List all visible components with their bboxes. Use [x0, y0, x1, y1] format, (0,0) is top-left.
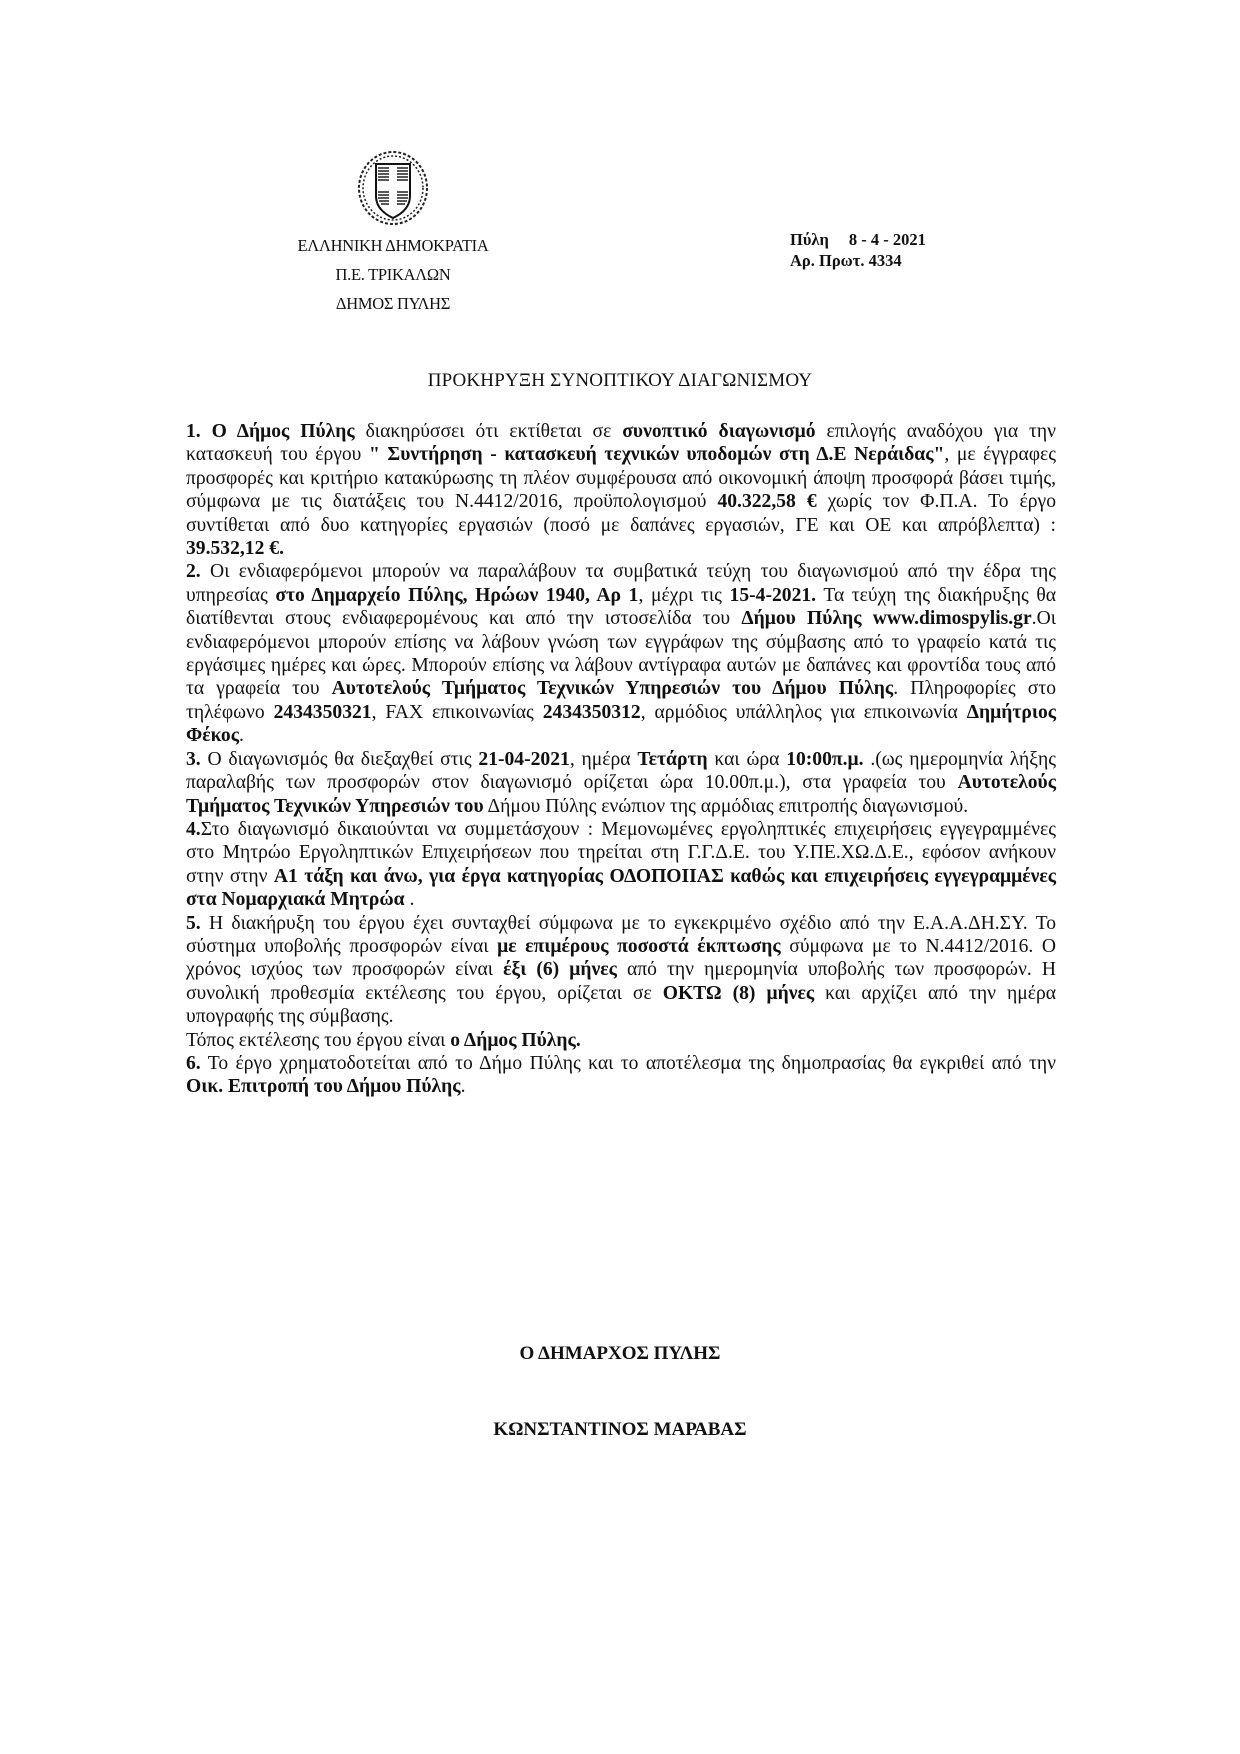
- date: 8 - 4 - 2021: [848, 230, 926, 249]
- signatory-name: ΚΩΝΣΤΑΝΤΙΝΟΣ ΜΑΡΑΒΑΣ: [493, 1419, 747, 1440]
- issuer-municipality: ΔΗΜΟΣ ΠΥΛΗΣ: [335, 294, 451, 313]
- text-run: . Πληροφορίες στο τηλέφωνο: [186, 678, 1056, 723]
- paragraph: [186, 818, 1056, 912]
- bold-run: 2.: [186, 561, 201, 583]
- bold-run: ΟΚΤΩ (8) μήνες: [662, 982, 815, 1004]
- paragraph: [186, 912, 1056, 1029]
- bold-run: Τετάρτη: [637, 748, 708, 770]
- bold-run: Αυτοτελούς Τμήματος Τεχνικών Υπηρεσιών του: [186, 772, 1056, 817]
- text-run: , αρμόδιος υπάλληλος για επικοινωνία: [640, 701, 967, 723]
- text-run: Στο διαγωνισμό δικαιούνται να συμμετάσχουν : Μεμονωμένες εργοληπτικές επιχειρήσεις εγγεγραμμένες στο Μητρώο Εργοληπτικών Επιχειρήσεων που τηρείται στη Γ.Γ.Δ.Ε. του Υ.ΠΕ.ΧΩ.Δ.Ε., εφόσον ανήκουν στην στην: [186, 818, 1056, 887]
- bold-run: 40.322,58 €: [717, 491, 817, 513]
- text-run: .: [404, 889, 415, 911]
- text-run: Τα τεύχη της διακήρυξης θα διατίθενται στους ενδιαφερομένους και από την ιστοσελίδα του: [186, 584, 1056, 630]
- text-run: .: [460, 1076, 466, 1098]
- issuer-region: Π.Ε. ΤΡΙΚΑΛΩΝ: [335, 265, 451, 284]
- bold-run: Α1 τάξη και άνω, για έργα κατηγορίας ΟΔΟΠΟΙΙΑΣ καθώς και επιχειρήσεις εγγεγραμμένες στα Νομαρχιακά Μητρώα: [186, 865, 1057, 911]
- text-run: Δήμου Πύλης ενώπιον της αρμόδιας επιτροπής διαγωνισμού.: [483, 795, 969, 817]
- signatory-role: Ο ΔΗΜΑΡΧΟΣ ΠΥΛΗΣ: [519, 1343, 721, 1364]
- text-run: Τόπος εκτέλεσης του έργου είναι: [186, 1029, 451, 1051]
- text-run: από την ημερομηνία υποβολής των προσφορών. Η συνολική προθεσμία εκτέλεσης του έργου, ορίζεται σε: [186, 959, 1056, 1004]
- bold-run: 15-4-2021.: [729, 584, 817, 606]
- paragraph: [186, 420, 1056, 560]
- bold-run: 2434350312: [542, 701, 641, 723]
- paragraph: [186, 560, 1056, 747]
- text-run: , ημέρα: [569, 748, 638, 770]
- text-run: .(ως ημερομηνία λήξης παραλαβής των προσφορών στον διαγωνισμό ορίζεται ώρα 10.00π.μ.), στα γραφεία του: [186, 748, 1057, 794]
- text-run: σύμφωνα με το Ν.4412/2016. Ο χρόνος ισχύος των προσφορών είναι: [186, 935, 1056, 981]
- text-run: Ο διαγωνισμός θα διεξαχθεί στις: [200, 748, 479, 770]
- bold-run: " Συντήρηση - κατασκευή τεχνικών υποδομών στη Δ.Ε Νεράιδας": [368, 444, 945, 466]
- text-run: .Οι ενδιαφερόμενοι μπορούν επίσης να λάβουν γνώση των εγγράφων της σύμβασης από το γραφείο κατά τις εργάσιμες ημέρες και ώρες. Μπορούν επίσης να λάβουν αντίγραφα αυτών με δαπάνες και φροντίδα τους από τα γραφεία του: [186, 608, 1056, 700]
- bold-run: με επιμέρους ποσοστά έκπτωσης: [497, 935, 781, 957]
- text-run: χωρίς τον Φ.Π.Α. Το έργο συντίθεται από δυο κατηγορίες εργασιών (ποσό με δαπάνες εργασιών, ΓΕ και ΟΕ και απρόβλεπτα) :: [186, 491, 1056, 536]
- bold-run: 4.: [186, 818, 201, 840]
- bold-run: συνοπτικό διαγωνισμό: [622, 421, 816, 442]
- text-run: και ώρα: [707, 748, 787, 770]
- text-run: , μέχρι τις: [638, 584, 730, 606]
- text-run: Το έργο χρηματοδοτείται από το Δήμο Πύλης και το αποτέλεσμα της δημοπρασίας θα εγκριθεί από την: [200, 1052, 1056, 1074]
- bold-run: 1. Ο Δήμος Πύλης: [186, 421, 355, 442]
- text-run: , FAX επικοινωνίας: [371, 701, 543, 723]
- bold-run: 10:00π.μ.: [786, 748, 864, 770]
- bold-run: 2434350321: [273, 701, 372, 723]
- bold-run: 5.: [186, 912, 201, 934]
- text-run: Η διακήρυξη του έργου έχει συνταχθεί σύμφωνα με το εγκεκριμένο σχέδιο από την Ε.Α.Α.ΔΗ.ΣΥ. Το σύστημα υποβολής προσφορών είναι: [186, 912, 1056, 957]
- greek-coat-of-arms-icon: [352, 148, 434, 230]
- paragraph: [186, 1052, 1056, 1099]
- paragraph: [186, 748, 1056, 818]
- issuer-country: ΕΛΛΗΝΙΚΗ ΔΗΜΟΚΡΑΤΙΑ: [297, 236, 489, 255]
- text-run: και αρχίζει από την ημέρα υπογραφής της σύμβασης.: [186, 982, 1057, 1028]
- document-title: ΠΡΟΚΗΡΥΞΗ ΣΥΝΟΠΤΙΚΟΥ ΔΙΑΓΩΝΙΣΜΟΥ: [427, 370, 813, 391]
- place: Πύλη: [790, 230, 829, 249]
- bold-run: 39.532,12 €.: [186, 538, 284, 560]
- issuer-block: [262, 231, 524, 318]
- text-run: Οι ενδιαφερόμενοι μπορούν να παραλάβουν τα συμβατικά τεύχη του διαγωνισμού από την έδρα της υπηρεσίας: [186, 561, 1056, 606]
- bold-run: στο Δημαρχείο Πύλης, Ηρώων 1940, Αρ 1: [275, 584, 639, 606]
- protocol-number: Αρ. Πρωτ. 4334: [790, 251, 902, 270]
- date-protocol-block: [790, 229, 926, 271]
- paragraph: [186, 1029, 1056, 1052]
- bold-run: 3.: [186, 748, 201, 770]
- bold-run: 21-04-2021: [478, 748, 570, 770]
- text-run: επιλογής αναδόχου για την κατασκευή του έργου: [186, 421, 1057, 466]
- bold-run: Οικ. Επιτροπή του Δήμου Πύλης: [186, 1076, 461, 1098]
- bold-run: Δήμου Πύλης www.dimospylis.gr: [741, 608, 1032, 630]
- text-run: διακηρύσσει ότι εκτίθεται σε: [354, 421, 623, 442]
- text-run: , με έγγραφες προσφορές και κριτήριο κατακύρωσης τη πλέον συμφέρουσα από οικονομική άποψη προσφορά βάσει τιμής, σύμφωνα με τις διατάξεις του Ν.4412/2016, προϋπολογισμού: [186, 444, 1057, 513]
- bold-run: 6.: [186, 1052, 201, 1074]
- text-run: .: [239, 725, 244, 747]
- bold-run: Αυτοτελούς Τμήματος Τεχνικών Υπηρεσιών του Δήμου Πύλης: [331, 678, 894, 700]
- document-body: [186, 420, 1056, 1099]
- bold-run: Δημήτριος Φέκος: [186, 701, 1057, 747]
- bold-run: ο Δήμος Πύλης.: [450, 1029, 581, 1051]
- bold-run: έξι (6) μήνες: [503, 959, 617, 981]
